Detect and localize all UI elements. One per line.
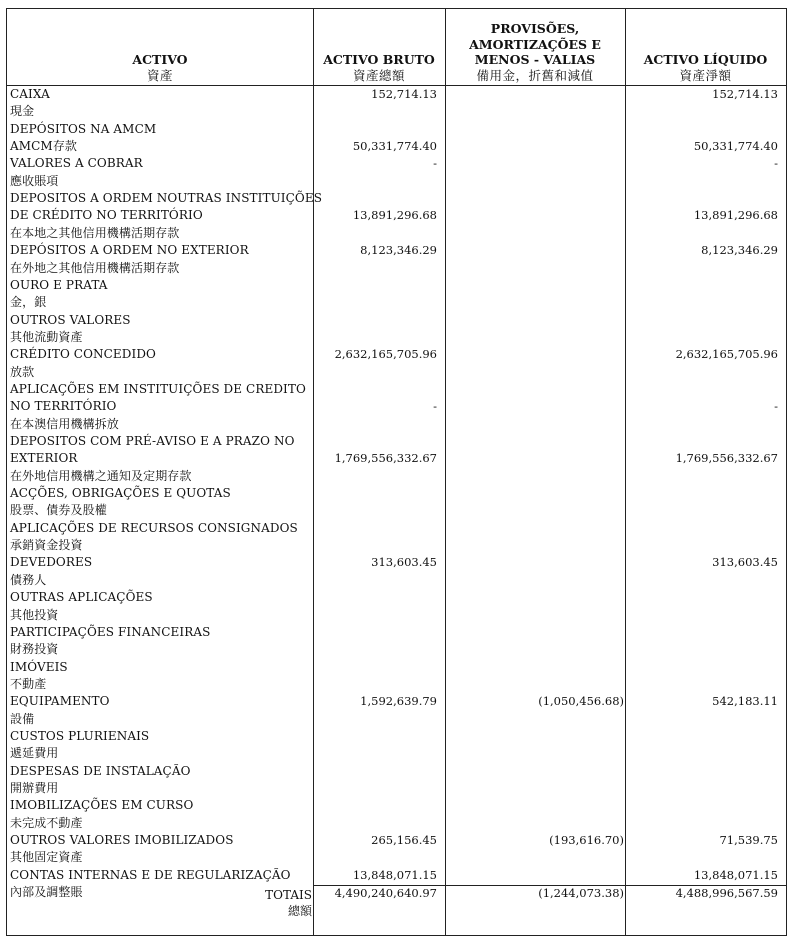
row-gross-value: 13,848,071.15 (352, 867, 437, 882)
table-row (7, 537, 786, 554)
totals-net: 4,488,996,567.59 (675, 886, 778, 900)
row-label: DEPÓSITOS NA AMCM (10, 121, 157, 136)
row-gross-value: 313,603.45 (371, 555, 437, 570)
table-row (7, 398, 786, 415)
row-label: PARTICIPAÇÕES FINANCEIRAS (10, 624, 211, 639)
table-row (7, 277, 786, 294)
row-label: NO TERRITÓRIO (10, 399, 117, 414)
row-label: 現金 (10, 104, 35, 119)
table-row (7, 711, 786, 728)
header-net-zh: 資產淨額 (679, 67, 732, 83)
table-row (7, 468, 786, 485)
row-label: DEVEDORES (10, 555, 93, 570)
table-row (7, 502, 786, 519)
table-row (7, 815, 786, 832)
table-row (7, 173, 786, 190)
row-label: APLICAÇÕES DE RECURSOS CONSIGNADOS (10, 520, 298, 535)
header-prov-pt3: MENOS - VALIAS (474, 52, 596, 67)
table-row (7, 381, 786, 398)
totals-label-zh: 總額 (287, 904, 312, 918)
table-row (7, 260, 786, 277)
table-row (7, 450, 786, 467)
header-activo-zh: 資產 (146, 67, 173, 83)
table-row (7, 225, 786, 242)
row-label: 放款 (10, 364, 35, 379)
row-net-value: 13,891,296.68 (693, 208, 778, 223)
row-label: 債務人 (10, 572, 47, 587)
totals-provisions: (1,244,073.38) (538, 886, 624, 900)
row-label: OUTRAS APLICAÇÕES (10, 590, 153, 605)
row-label: 財務投資 (10, 642, 59, 657)
row-label: CAIXA (10, 87, 50, 101)
row-label: 其他投資 (10, 607, 59, 622)
totals-gross: 4,490,240,640.97 (334, 886, 437, 900)
row-label: EQUIPAMENTO (10, 694, 110, 709)
row-label: 未完成不動產 (10, 815, 83, 830)
row-label: ACÇÕES, OBRIGAÇÕES E QUOTAS (10, 486, 231, 501)
row-label: CUSTOS PLURIENAIS (10, 728, 150, 743)
row-label: OUTROS VALORES IMOBILIZADOS (10, 833, 234, 848)
table-row (7, 867, 786, 884)
table-row (7, 832, 786, 849)
row-net-value: 8,123,346.29 (701, 243, 778, 258)
row-label: 在本澳信用機構拆放 (10, 416, 119, 431)
row-label: IMÓVEIS (10, 659, 68, 674)
row-label: CONTAS INTERNAS E DE REGULARIZAÇÃO (10, 867, 291, 882)
row-gross-value: - (433, 156, 437, 171)
row-net-value: 2,632,165,705.96 (675, 347, 778, 362)
header-gross-zh: 資產總額 (352, 67, 405, 83)
row-net-value: 50,331,774.40 (693, 139, 778, 154)
row-label: 在外地信用機構之通知及定期存款 (10, 468, 192, 483)
header-activo-bruto (313, 9, 445, 85)
row-label: OUTROS VALORES (10, 312, 131, 327)
row-label: DESPESAS DE INSTALAÇÃO (10, 763, 191, 778)
header-prov-pt1: PROVISÕES, (490, 21, 580, 36)
row-label: AMCM存款 (10, 139, 78, 154)
row-net-value: 13,848,071.15 (693, 867, 778, 882)
row-gross-value: 50,331,774.40 (352, 139, 437, 154)
table-row (7, 780, 786, 797)
row-label: 金，銀 (10, 295, 47, 310)
table-row (7, 589, 786, 606)
row-label: 其他流動資產 (10, 329, 83, 344)
table-row (7, 155, 786, 172)
row-net-value: 313,603.45 (712, 555, 778, 570)
table-row (7, 364, 786, 381)
row-gross-value: 152,714.13 (371, 87, 437, 101)
row-gross-value: 8,123,346.29 (360, 243, 437, 258)
row-net-value: - (774, 399, 778, 414)
row-net-value: 1,769,556,332.67 (675, 451, 778, 466)
row-label: 應收賬項 (10, 173, 59, 188)
header-net-pt: ACTIVO LÍQUIDO (643, 52, 768, 67)
row-provision-value: (1,050,456.68) (538, 694, 624, 709)
row-label: 開辦費用 (10, 781, 59, 795)
table-row (7, 676, 786, 693)
row-label: CRÉDITO CONCEDIDO (10, 347, 156, 362)
table-row (7, 693, 786, 710)
table-row (7, 207, 786, 224)
row-label: 其他固定資產 (10, 850, 83, 865)
row-net-value: 542,183.11 (712, 694, 778, 709)
row-label: VALORES A COBRAR (10, 156, 143, 171)
table-row (7, 433, 786, 450)
row-net-value: - (774, 156, 778, 171)
table-row (7, 312, 786, 329)
row-label: APLICAÇÕES EM INSTITUIÇÕES DE CREDITO (10, 381, 306, 396)
table-row (7, 641, 786, 658)
row-label: DEPOSITOS COM PRÉ-AVISO E A PRAZO NO (10, 434, 295, 448)
table-row (7, 138, 786, 155)
row-gross-value: 265,156.45 (371, 833, 437, 848)
row-label: EXTERIOR (10, 451, 78, 466)
table-row (7, 728, 786, 745)
row-label: 在本地之其他信用機構活期存款 (10, 225, 180, 240)
row-label: DE CRÉDITO NO TERRITÓRIO (10, 208, 203, 223)
table-row (7, 346, 786, 363)
table-row (7, 554, 786, 571)
table-row (7, 121, 786, 138)
header-prov-pt2: AMORTIZAÇÕES E (469, 36, 601, 52)
table-row (7, 763, 786, 780)
row-label: DEPÓSITOS A ORDEM NO EXTERIOR (10, 243, 249, 258)
row-gross-value: 13,891,296.68 (352, 208, 437, 223)
header-activo-pt: ACTIVO (132, 52, 188, 67)
table-row (7, 624, 786, 641)
row-provision-value: (193,616.70) (549, 833, 624, 848)
row-label: 股票、債券及股權 (10, 503, 107, 518)
totals-label (207, 887, 312, 919)
table-row (7, 485, 786, 502)
table-row (7, 659, 786, 676)
table-row (7, 745, 786, 762)
row-gross-value: 2,632,165,705.96 (334, 347, 437, 362)
header-gross-pt: ACTIVO BRUTO (323, 52, 435, 67)
table-row (7, 797, 786, 814)
row-gross-value: - (433, 399, 437, 414)
row-label: IMOBILIZAÇÕES EM CURSO (10, 798, 194, 813)
row-label: 內部及調整賬 (10, 885, 83, 900)
row-net-value: 71,539.75 (719, 833, 778, 848)
table-row (7, 294, 786, 311)
table-row (7, 572, 786, 589)
table-row (7, 329, 786, 346)
table-row (7, 416, 786, 433)
row-gross-value: 1,592,639.79 (360, 694, 437, 709)
table-row (7, 86, 786, 103)
row-label: OURO E PRATA (10, 277, 108, 292)
row-label: 不動產 (10, 676, 47, 691)
table-row (7, 103, 786, 120)
row-label: 承銷資金投資 (10, 538, 83, 553)
totals-label-pt: TOTAIS (265, 888, 312, 902)
header-prov-zh: 備用金，折舊和減值 (476, 67, 594, 83)
table-row (7, 242, 786, 259)
header-provisoes (445, 9, 625, 85)
table-row (7, 190, 786, 207)
row-net-value: 152,714.13 (712, 87, 778, 101)
table-row (7, 520, 786, 537)
row-label: 遞延費用 (10, 746, 59, 761)
header-activo (7, 9, 313, 85)
balance-sheet-table (6, 8, 787, 936)
row-gross-value: 1,769,556,332.67 (334, 451, 437, 466)
header-activo-liquido (625, 9, 786, 85)
row-label: 在外地之其他信用機構活期存款 (10, 260, 180, 275)
table-row (7, 849, 786, 866)
row-label: 設備 (10, 711, 35, 726)
table-row (7, 607, 786, 624)
row-label: DEPOSITOS A ORDEM NOUTRAS INSTITUIÇÕES (10, 191, 323, 206)
